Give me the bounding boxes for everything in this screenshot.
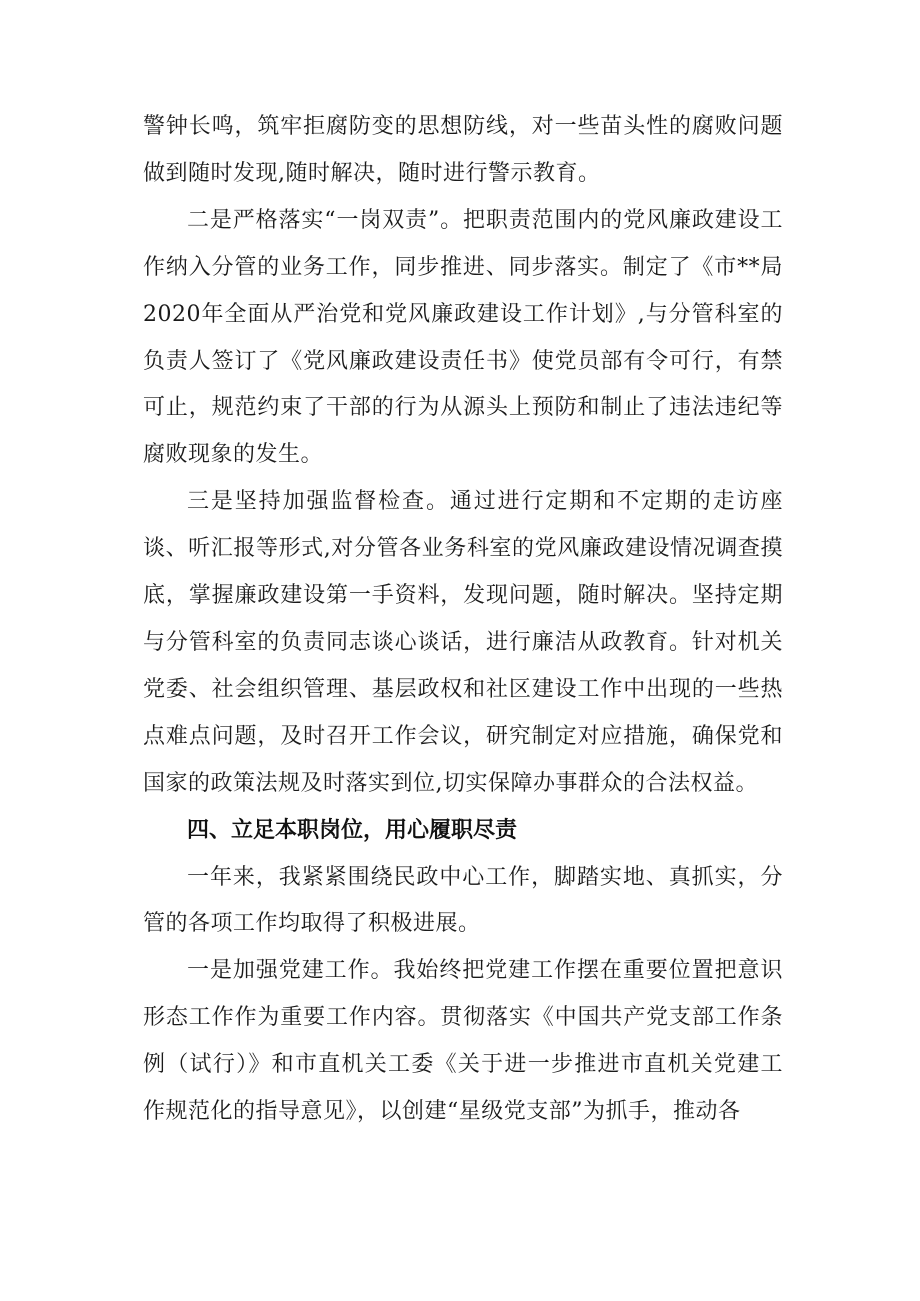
paragraph-continued: 警钟长鸣，筑牢拒腐防变的思想防线，对一些苗头性的腐败问题做到随时发现,随时解决，随时进行警示教育。 bbox=[143, 114, 783, 186]
paragraph-responsibility: 二是严格落实“一岗双责”。把职责范围内的党风廉政建设工作纳入分管的业务工作，同步推进、同步落实。制定了《市**局2020年全面从严治党和党风廉政建设工作计划》,与分管科室的负责人签订了《党风廉政建设责任书》使党员部有令可行，有禁可止，规范约束了干部的行为从源头上预防和制止了违法违纪等腐败现象的发生。 bbox=[143, 207, 783, 468]
paragraph-intro: 一年来，我紧紧围绕民政中心工作，脚踏实地、真抓实，分管的各项工作均取得了积极进展。 bbox=[143, 864, 783, 937]
paragraph-party-building: 一是加强党建工作。我始终把党建工作摆在重要位置把意识形态工作作为重要工作内容。贯彻落实《中国共产党支部工作条例（试行）》和市直机关工委《关于进一步推进市直机关党建工作规范化的指导意见》，以创建“星级党支部”为抓手，推动各 bbox=[143, 958, 783, 1125]
paragraph-supervision: 三是坚持加强监督检查。通过进行定期和不定期的走访座谈、听汇报等形式,对分管各业务科室的党风廉政建设情况调查摸底，掌握廉政建设第一手资料，发现问题，随时解决。坚持定期与分管科室的负责同志谈心谈话，进行廉洁从政教育。针对机关党委、社会组织管理、基层政权和社区建设工作中出现的一些热点难点问题，及时召开工作会议，研究制定对应措施，确保党和国家的政策法规及时落实到位,切实保障办事群众的合法权益。 bbox=[143, 489, 783, 796]
document-body bbox=[143, 104, 783, 1136]
section-heading: 四、立足本职岗位，用心履职尽责 bbox=[187, 817, 518, 843]
